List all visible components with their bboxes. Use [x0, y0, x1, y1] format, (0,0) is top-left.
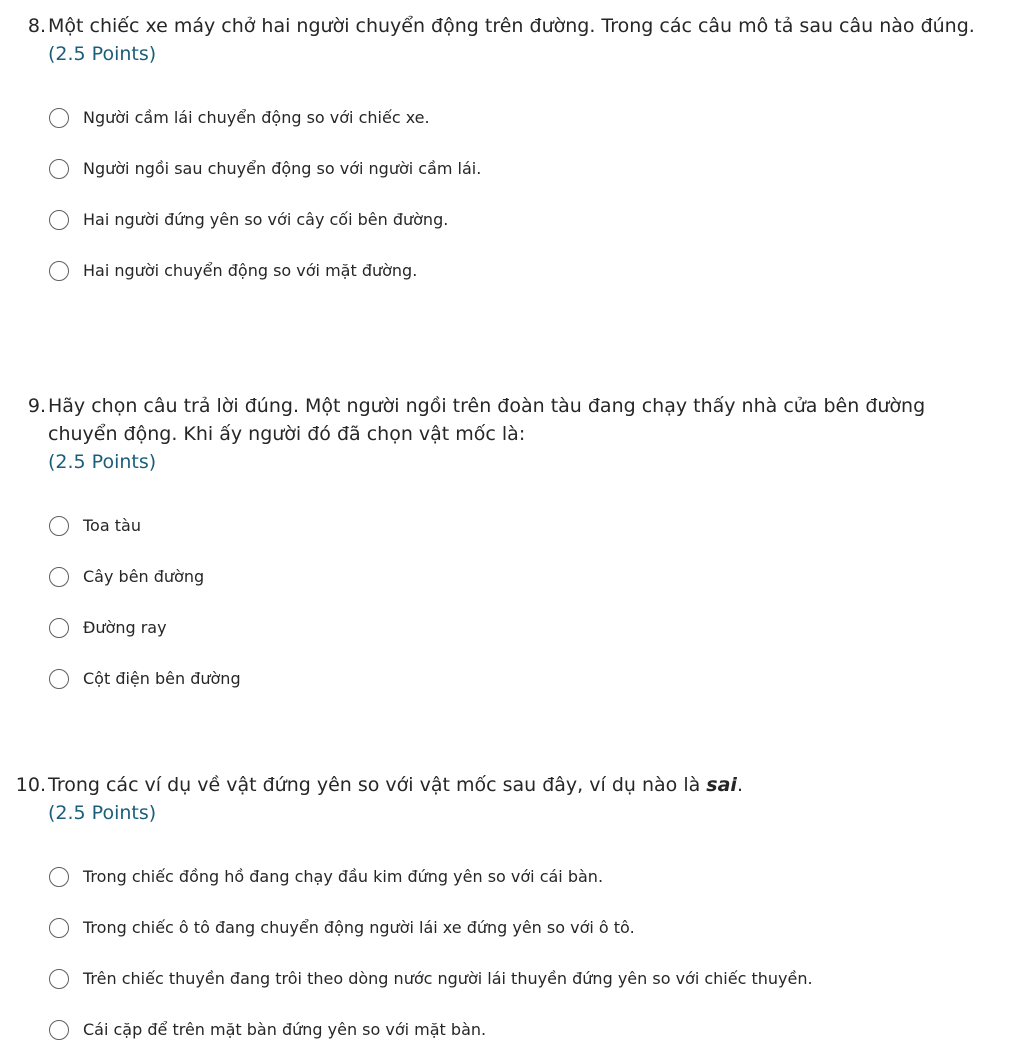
- radio-button[interactable]: [49, 618, 69, 638]
- question-10-header: [0, 771, 1000, 799]
- question-10-option-4[interactable]: [49, 1004, 1000, 1055]
- option-label: Người cầm lái chuyển động so với chiếc xe.: [83, 108, 430, 127]
- question-10-options: [0, 851, 1000, 1055]
- question-9-options: [0, 500, 1000, 704]
- question-8-options: [0, 92, 1000, 296]
- question-9-header: [0, 392, 1000, 448]
- radio-button[interactable]: [49, 867, 69, 887]
- question-10-text-after: .: [736, 774, 743, 796]
- option-label: Toa tàu: [83, 516, 141, 535]
- question-10-option-1[interactable]: [49, 851, 1000, 902]
- radio-button[interactable]: [49, 567, 69, 587]
- question-10: [0, 771, 1000, 1055]
- option-label: Hai người đứng yên so với cây cối bên đường.: [83, 210, 449, 229]
- question-9-option-1[interactable]: [49, 500, 1000, 551]
- radio-button[interactable]: [49, 669, 69, 689]
- question-8-text: Một chiếc xe máy chở hai người chuyển động trên đường. Trong các câu mô tả sau câu nào đúng.: [48, 15, 975, 37]
- radio-button[interactable]: [49, 108, 69, 128]
- option-label: Trên chiếc thuyền đang trôi theo dòng nước người lái thuyền đứng yên so với chiếc thuyền.: [83, 969, 813, 988]
- option-label: Cái cặp để trên mặt bàn đứng yên so với mặt bàn.: [83, 1020, 487, 1039]
- radio-button[interactable]: [49, 210, 69, 230]
- question-8-points: (2.5 Points): [48, 43, 157, 65]
- question-8: [0, 12, 1000, 296]
- option-label: Cột điện bên đường: [83, 669, 241, 688]
- question-10-points: (2.5 Points): [48, 802, 157, 824]
- radio-button[interactable]: [49, 159, 69, 179]
- option-label: Trong chiếc đồng hồ đang chạy đầu kim đứng yên so với cái bàn.: [83, 867, 604, 886]
- question-8-option-4[interactable]: [49, 245, 1000, 296]
- radio-button[interactable]: [49, 969, 69, 989]
- question-8-option-3[interactable]: [49, 194, 1000, 245]
- option-label: Hai người chuyển động so với mặt đường.: [83, 261, 418, 280]
- question-9-option-4[interactable]: [49, 653, 1000, 704]
- radio-button[interactable]: [49, 516, 69, 536]
- question-8-header: [0, 12, 1000, 40]
- question-9-points: (2.5 Points): [48, 451, 157, 473]
- question-9-option-2[interactable]: [49, 551, 1000, 602]
- question-10-text-emphasis: sai: [706, 774, 737, 796]
- question-8-option-1[interactable]: [49, 92, 1000, 143]
- question-10-option-2[interactable]: [49, 902, 1000, 953]
- question-9-text: Hãy chọn câu trả lời đúng. Một người ngồi trên đoàn tàu đang chạy thấy nhà cửa bên đường chuyển động. Khi ấy người đó đã chọn vật mốc là:: [48, 395, 926, 445]
- option-label: Trong chiếc ô tô đang chuyển động người lái xe đứng yên so với ô tô.: [83, 918, 635, 937]
- option-label: Người ngồi sau chuyển động so với người cầm lái.: [83, 159, 482, 178]
- question-9-number: 9.: [27, 395, 46, 417]
- question-10-number: 10.: [15, 774, 46, 796]
- question-10-text-before: Trong các ví dụ về vật đứng yên so với vật mốc sau đây, ví dụ nào là: [48, 774, 707, 796]
- radio-button[interactable]: [49, 261, 69, 281]
- radio-button[interactable]: [49, 918, 69, 938]
- option-label: Cây bên đường: [83, 567, 205, 586]
- question-10-option-3[interactable]: [49, 953, 1000, 1004]
- question-8-option-2[interactable]: [49, 143, 1000, 194]
- question-9-option-3[interactable]: [49, 602, 1000, 653]
- question-9: [0, 392, 1000, 704]
- question-8-number: 8.: [27, 15, 46, 37]
- radio-button[interactable]: [49, 1020, 69, 1040]
- option-label: Đường ray: [83, 618, 167, 637]
